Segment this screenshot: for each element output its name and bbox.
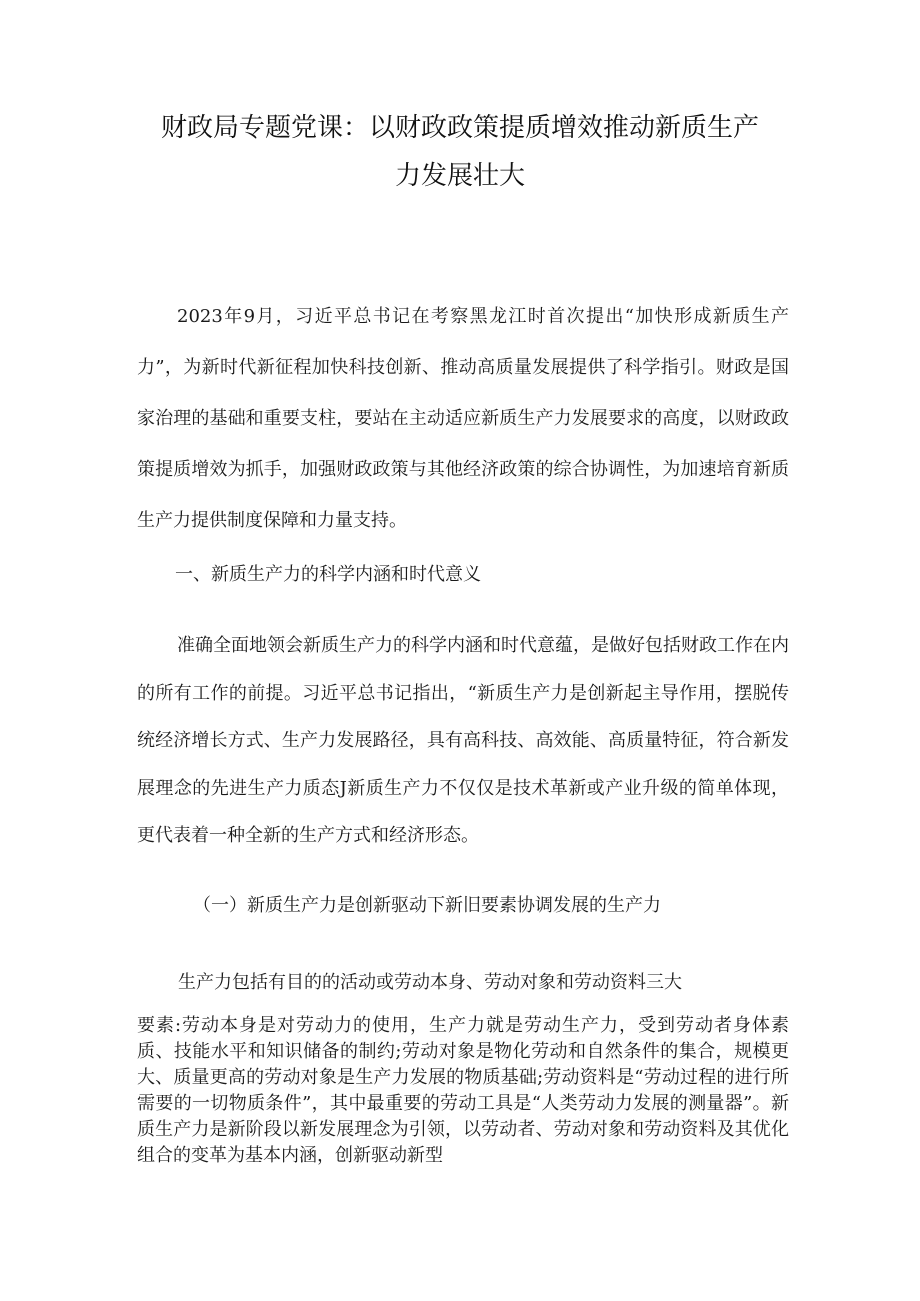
title-line-1: 财政局专题党课：以财政政策提质增效推动新质生产 (160, 113, 759, 143)
intro-paragraph: 2023年9月，习近平总书记在考察黑龙江时首次提出“加快形成新质生产力”，为新时代新征程加快科技创新、推动高质量发展提供了科学指引。财政是国家治理的基础和重要支柱，要站在主动适应新质生产力发展要求的高度，以财政政策提质增效为抓手，加强财政政策与其他经济政策的综合协调性，为加速培育新质生产力提供制度保障和力量支持。 (137, 306, 789, 531)
section-1-paragraph: 准确全面地领会新质生产力的科学内涵和时代意蕴，是做好包括财政工作在内的所有工作的前提。习近平总书记指出，“新质生产力是创新起主导作用，摆脱传统经济增长方式、生产力发展路径，具有高科技、高效能、高质量特征，符合新发展理念的先进生产力质态J新质生产力不仅仅是技术革新或产业升级的简单体现，更代表着一种全新的生产方式和经济形态。 (137, 635, 789, 846)
subsection-1-paragraph: 要素:劳动本身是对劳动力的使用，生产力就是劳动生产力，受到劳动者身体素质、技能水平和知识储备的制约;劳动对象是物化劳动和自然条件的集合，规模更大、质量更高的劳动对象是生产力发展的物质基础;劳动资料是“劳动过程的进行所需要的一切物质条件”，其中最重要的劳动工具是“人类劳动力发展的测量器”。新质生产力是新阶段以新发展理念为引领，以劳动者、劳动对象和劳动资料及其优化组合的变革为基本内涵，创新驱动新型 (137, 1015, 789, 1166)
title-line-2: 力发展壮大 (394, 161, 525, 191)
section-heading-1: 一、新质生产力的科学内涵和时代意义 (175, 564, 481, 585)
subsection-1-lead-line: 生产力包括有目的的活动或劳动本身、劳动对象和劳动资料三大 (178, 972, 682, 993)
document-title (140, 104, 780, 200)
subsection-heading-1: （一）新质生产力是创新驱动下新旧要素协调发展的生产力 (193, 895, 661, 916)
